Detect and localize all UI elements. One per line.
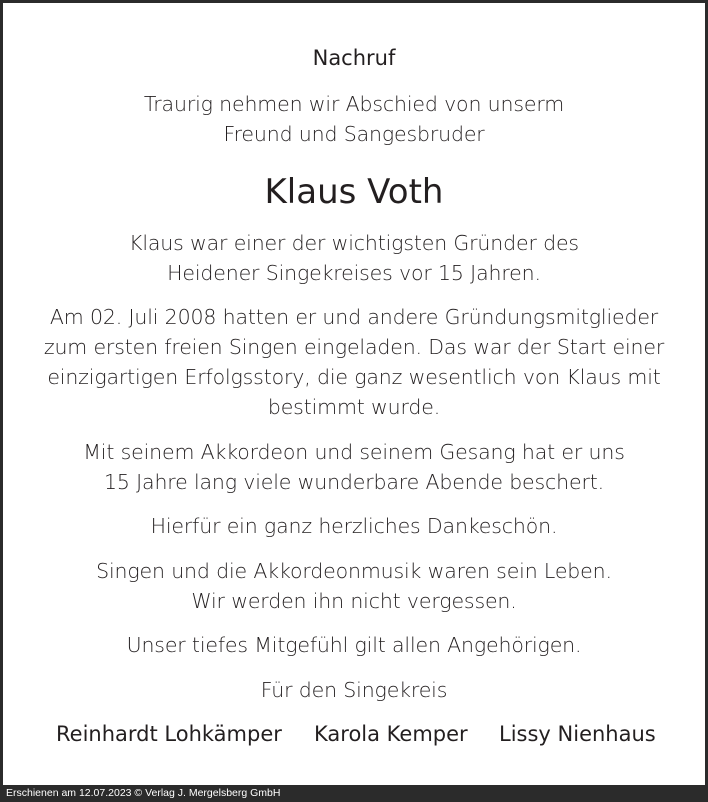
signatories [3, 719, 705, 749]
paragraph-line: Wir werden ihn nicht vergessen. [191, 589, 517, 613]
paragraph-line: Unser tiefes Mitgefühl gilt allen Angehörigen. [126, 633, 582, 657]
paragraph-history [3, 302, 705, 422]
intro-text [3, 89, 705, 149]
paragraph-life [3, 556, 705, 616]
signatory-name: Lissy Nienhaus [499, 722, 656, 746]
paragraph-line: Mit seinem Akkordeon und seinem Gesang hat er uns [83, 440, 625, 464]
paragraph-accordion [3, 437, 705, 497]
paragraph-line: Für den Singekreis [260, 678, 448, 702]
notice-content [3, 3, 705, 785]
paragraph-thanks [3, 511, 705, 541]
paragraph-line: zum ersten freien Singen eingeladen. Das war der Start einer [43, 335, 665, 359]
paragraph-line: bestimmt wurde. [267, 395, 441, 419]
paragraph-line: Am 02. Juli 2008 hatten er und andere Gründungsmitglieder [49, 305, 659, 329]
paragraph-line: 15 Jahre lang viele wunderbare Abende beschert. [103, 470, 605, 494]
paragraph-line: Heidener Singekreises vor 15 Jahren. [167, 261, 541, 285]
deceased-name: Klaus Voth [264, 172, 444, 212]
paragraph-line: einzigartigen Erfolgsstory, die ganz wesentlich von Klaus mit [47, 365, 661, 389]
signatory-name: Reinhardt Lohkämper [56, 722, 282, 746]
paragraph-signoff [3, 675, 705, 705]
intro-line: Freund und Sangesbruder [223, 122, 485, 146]
paragraph-line: Klaus war einer der wichtigsten Gründer des [129, 231, 579, 255]
notice-heading: Nachruf [312, 46, 396, 70]
paragraph-founder [3, 228, 705, 288]
signatory-name: Karola Kemper [314, 722, 468, 746]
intro-line: Traurig nehmen wir Abschied von unserm [143, 92, 565, 116]
paragraph-line: Singen und die Akkordeonmusik waren sein Leben. [96, 559, 612, 583]
paragraph-line: Hierfür ein ganz herzliches Dankeschön. [150, 514, 558, 538]
publication-footer: Erschienen am 12.07.2023 © Verlag J. Mergelsberg GmbH [0, 785, 708, 802]
paragraph-condolence [3, 630, 705, 660]
